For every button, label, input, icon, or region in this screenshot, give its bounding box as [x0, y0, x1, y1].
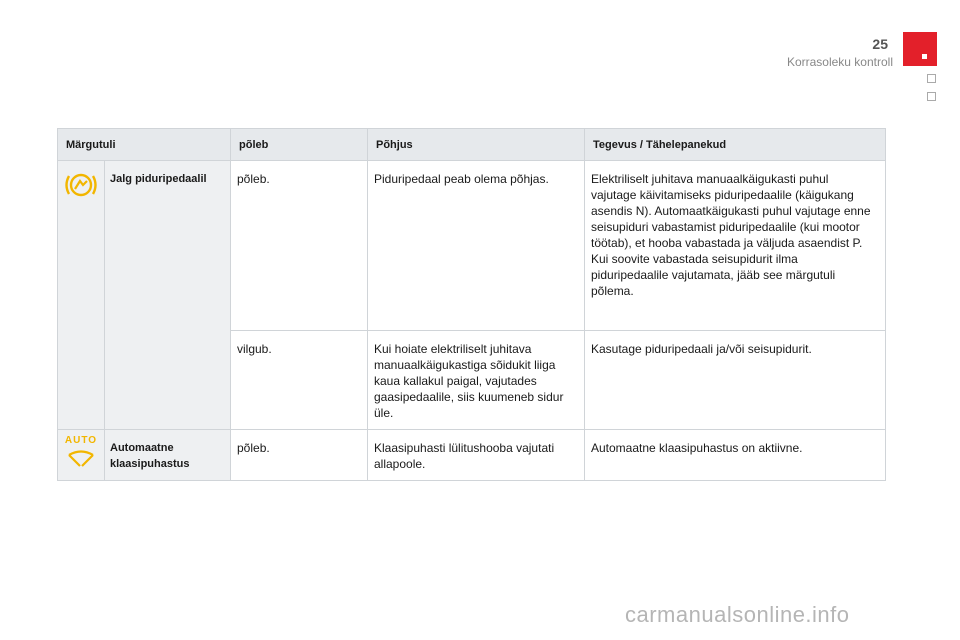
table-row [58, 161, 886, 331]
state-cell: põleb. [231, 430, 368, 481]
column-header: Märgutuli [58, 129, 231, 161]
side-box-2 [927, 92, 936, 101]
table-row [58, 430, 886, 481]
cause-cell: Piduripedaal peab olema põhjas. [368, 161, 585, 331]
cause-cell: Klaasipuhasti lülitushooba vajutati allapoole. [368, 430, 585, 481]
column-header: Tegevus / Tähelepanekud [585, 129, 886, 161]
watermark: carmanualsonline.info [625, 602, 850, 627]
tab-marker-icon [922, 54, 927, 59]
column-header: Põhjus [368, 129, 585, 161]
auto-wiper-icon [65, 432, 97, 473]
icon-cell [58, 161, 105, 430]
parking-brake-warning-icon [64, 172, 98, 202]
action-cell: Kasutage piduripedaali ja/või seisupidurit. [585, 331, 886, 430]
warning-lights-table [57, 128, 886, 481]
action-cell: Elektriliselt juhitava manuaalkäigukasti puhul vajutage käivitamiseks piduripedaalile (käigukang asendis N). Automaatkäigukasti puhul vajutage enne seisupiduri vabastamist piduripedaalile (kui mootor töötab), et hooba vabastada ja väljuda asaendist P. Kui soovite vabastada seisupidurit ilma piduripedaalile vajutamata, jääb see märgutuli põlema. [585, 161, 886, 331]
auto-label: AUTO [64, 435, 98, 446]
warning-name: Jalg piduripedaalil [105, 161, 231, 430]
page-number: 25 [872, 36, 888, 52]
column-header: põleb [231, 129, 368, 161]
table-header-row [58, 129, 886, 161]
side-box-1 [927, 74, 936, 83]
chapter-title: Korrasoleku kontroll [786, 55, 893, 69]
state-cell: vilgub. [231, 331, 368, 430]
chapter-tab[interactable] [903, 32, 937, 66]
warning-name: Automaatne klaasipuhastus [105, 430, 231, 481]
state-cell: põleb. [231, 161, 368, 331]
icon-cell [58, 430, 105, 481]
action-cell: Automaatne klaasipuhastus on aktiivne. [585, 430, 886, 481]
cause-cell: Kui hoiate elektriliselt juhitava manuaalkäigukastiga sõidukit liiga kaua kallakul paigal, vajutades gaasipedaalile, siis kuumeneb sidur üle. [368, 331, 585, 430]
